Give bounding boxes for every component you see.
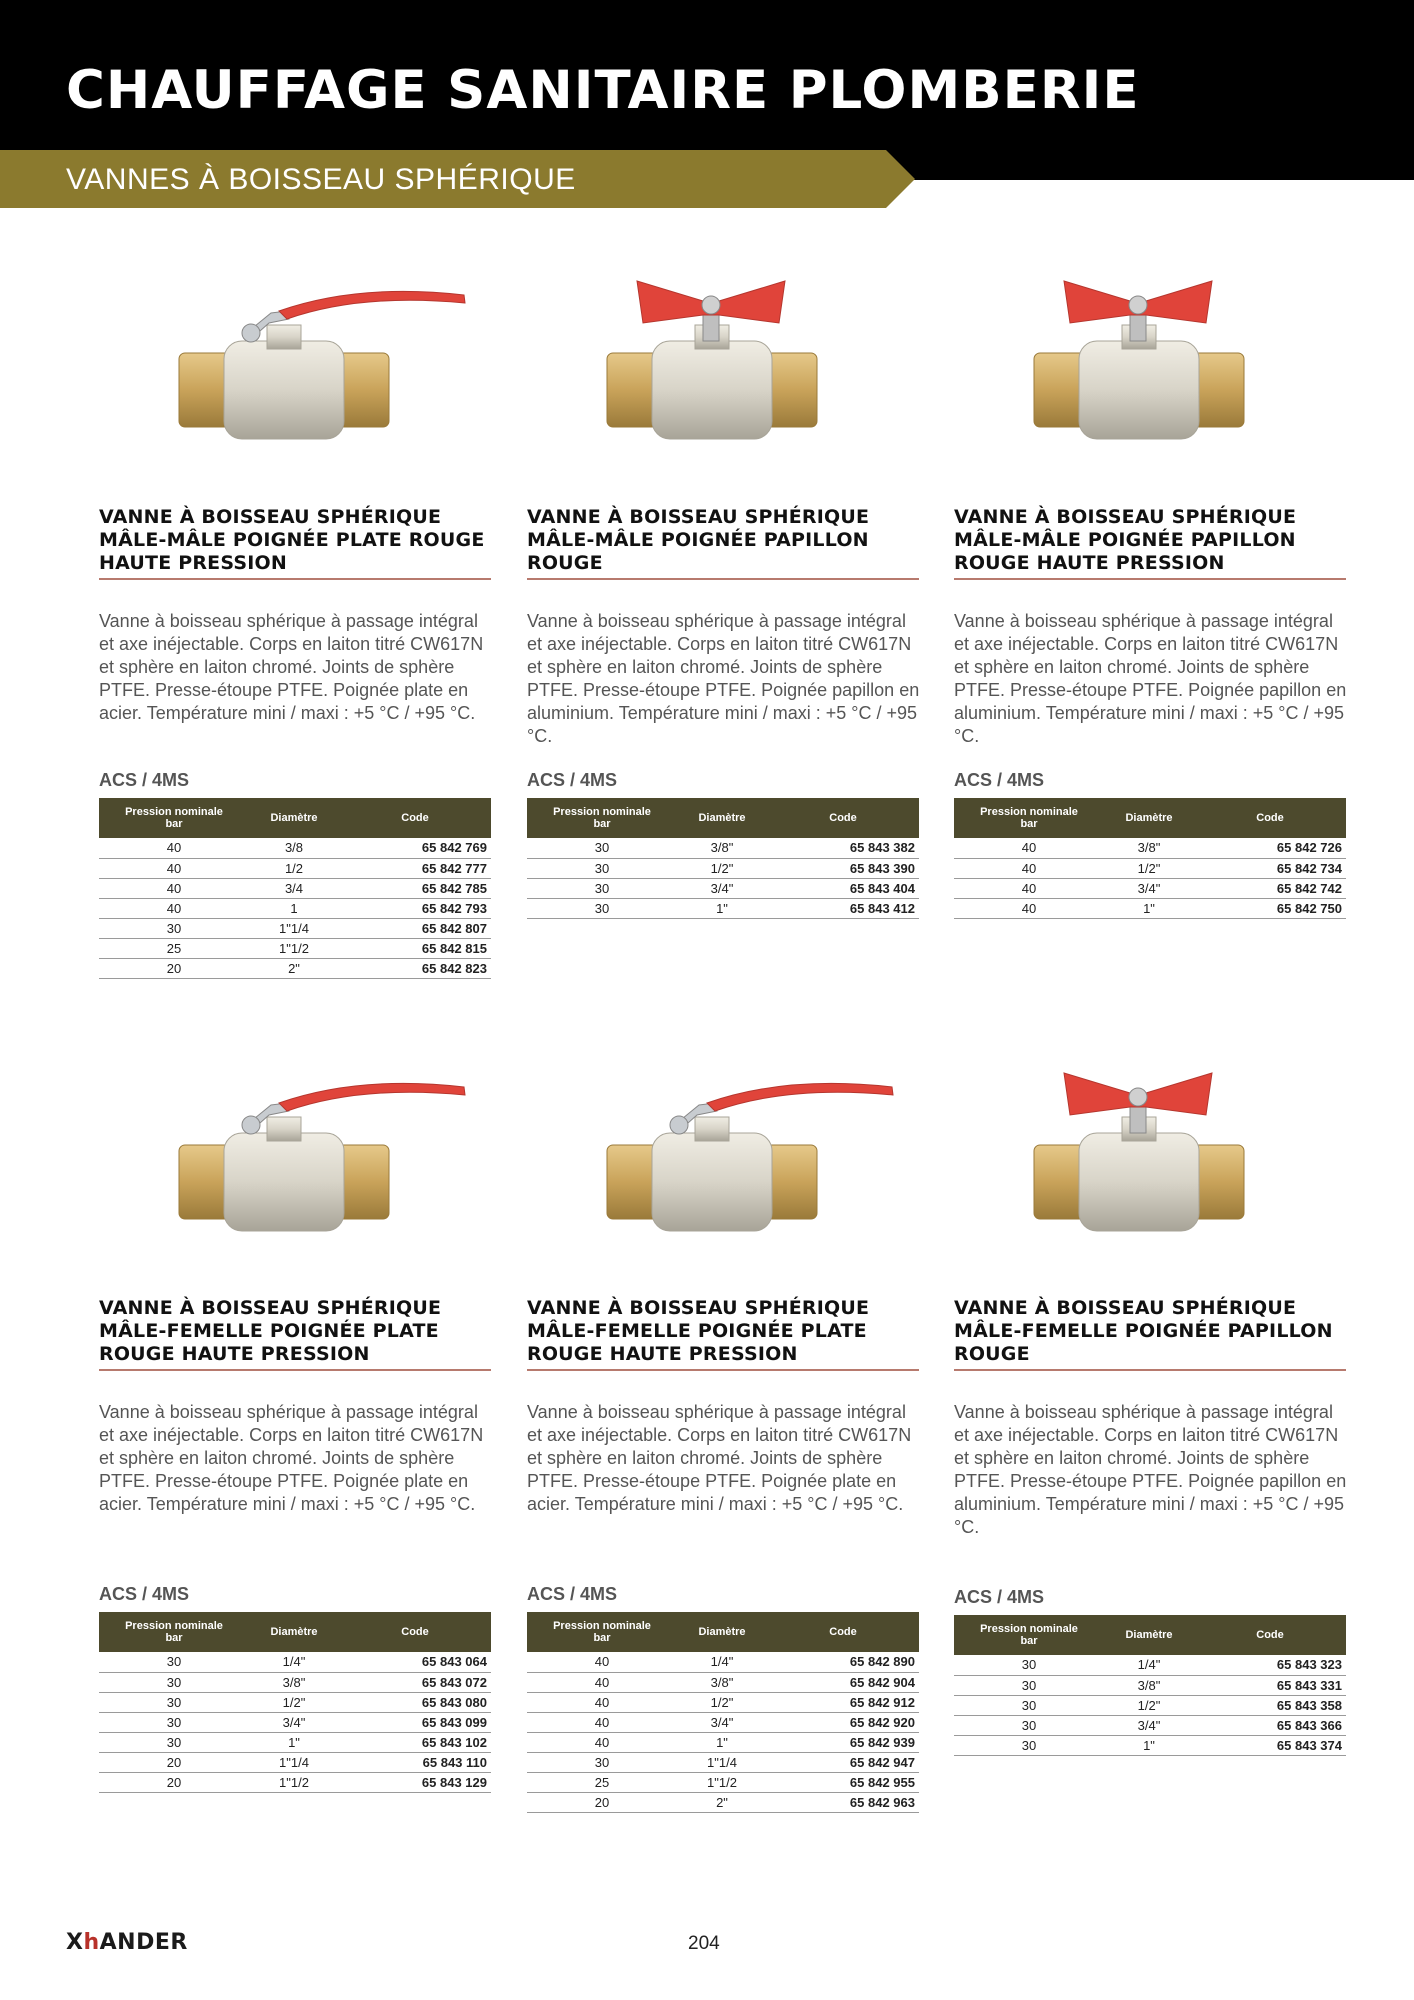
code-cell: 65 842 815 [339,938,491,958]
diameter-cell: 1" [677,1732,767,1752]
table-row [527,1792,919,1812]
table-row [527,898,919,918]
pressure-cell: 20 [99,958,249,978]
spec-table [954,798,1346,919]
product-description: Vanne à boisseau sphérique à passage intégral et axe inéjectable. Corps en laiton titré CW617N et sphère en laiton chromé. Joints de sphère PTFE. Presse-étoupe PTFE. Poignée papillon en aluminium. Température mini / maxi : +5 °C / +95 °C. [954,611,1347,746]
table-row [954,1735,1346,1755]
table-row [527,1732,919,1752]
diameter-cell: 3/4" [1104,878,1194,898]
logo-part: ANDER [99,1930,188,1955]
product-photo [954,253,1346,478]
product-description: Vanne à boisseau sphérique à passage intégral et axe inéjectable. Corps en laiton titré CW617N et sphère en laiton chromé. Joints de sphère PTFE. Presse-étoupe PTFE. Poignée papillon en aluminium. Température mini / maxi : +5 °C / +95 °C. [954,1402,1347,1537]
table-row [527,1752,919,1772]
table-row [99,898,491,918]
header-code: Code [339,798,491,838]
header-pressure: Pression nominale bar [99,1612,249,1652]
diameter-cell: 1" [1104,1735,1194,1755]
diameter-cell: 1"1/2 [249,938,339,958]
pressure-cell: 25 [99,938,249,958]
header-diameter: Diamètre [249,1612,339,1652]
product-series: ACS / 4MS [99,1584,190,1604]
header-pressure: Pression nominale bar [954,798,1104,838]
table-row [99,838,491,858]
pressure-cell: 40 [954,838,1104,858]
ball-valve-image [527,253,919,473]
pressure-cell: 40 [527,1732,677,1752]
table-row [954,878,1346,898]
table-row [527,878,919,898]
product-photo [954,1045,1346,1270]
table-row [99,1732,491,1752]
code-cell: 65 842 912 [767,1692,919,1712]
spec-table [527,798,919,919]
diameter-cell: 3/8" [677,1672,767,1692]
code-cell: 65 842 939 [767,1732,919,1752]
ball-valve-image [99,1045,491,1265]
diameter-cell: 1" [1104,898,1194,918]
product-photo [527,253,919,478]
code-cell: 65 842 785 [339,878,491,898]
product-description: Vanne à boisseau sphérique à passage intégral et axe inéjectable. Corps en laiton titré CW617N et sphère en laiton chromé. Joints de sphère PTFE. Presse-étoupe PTFE. Poignée papillon en aluminium. Température mini / maxi : +5 °C / +95 °C. [527,611,920,746]
code-cell: 65 843 412 [767,898,919,918]
table-row [99,858,491,878]
diameter-cell: 1"1/2 [677,1772,767,1792]
diameter-cell: 3/8" [677,838,767,858]
title-rule [99,1369,491,1371]
product-series: ACS / 4MS [954,770,1045,790]
product-photo [99,253,491,478]
code-cell: 65 843 358 [1194,1695,1346,1715]
diameter-cell: 1/4" [249,1652,339,1672]
header-diameter: Diamètre [1104,1615,1194,1655]
ball-valve-image [99,253,491,473]
diameter-cell: 1" [677,898,767,918]
product-name: VANNE À BOISSEAU SPHÉRIQUE MÂLE-FEMELLE POIGNÉE PLATE ROUGE HAUTE PRESSION [527,1297,870,1365]
ball-valve-image [527,1045,919,1265]
pressure-cell: 30 [99,1732,249,1752]
code-cell: 65 843 099 [339,1712,491,1732]
table-row [99,1672,491,1692]
diameter-cell: 2" [677,1792,767,1812]
diameter-cell: 1/2" [1104,1695,1194,1715]
pressure-cell: 30 [99,1692,249,1712]
diameter-cell: 1/2 [249,858,339,878]
product-name: VANNE À BOISSEAU SPHÉRIQUE MÂLE-MÂLE POIGNÉE PAPILLON ROUGE [527,506,870,574]
code-cell: 65 843 366 [1194,1715,1346,1735]
diameter-cell: 1/4" [677,1652,767,1672]
pressure-cell: 30 [527,878,677,898]
code-cell: 65 842 920 [767,1712,919,1732]
pressure-cell: 30 [527,858,677,878]
product-series: ACS / 4MS [954,1587,1045,1607]
title-rule [527,1369,919,1371]
pressure-cell: 30 [954,1675,1104,1695]
diameter-cell: 3/4" [1104,1715,1194,1735]
diameter-cell: 1/2" [1104,858,1194,878]
product-name: VANNE À BOISSEAU SPHÉRIQUE MÂLE-MÂLE POIGNÉE PAPILLON ROUGE HAUTE PRESSION [954,506,1297,574]
spec-table [99,798,491,979]
diameter-cell: 3/8" [1104,1675,1194,1695]
product-photo [99,1045,491,1270]
diameter-cell: 1/4" [1104,1655,1194,1675]
table-row [99,878,491,898]
diameter-cell: 2" [249,958,339,978]
product-series: ACS / 4MS [527,1584,618,1604]
diameter-cell: 3/8" [1104,838,1194,858]
header-diameter: Diamètre [249,798,339,838]
product-series: ACS / 4MS [99,770,190,790]
header-diameter: Diamètre [677,798,767,838]
table-row [527,1672,919,1692]
product-photo [527,1045,919,1270]
product-name: VANNE À BOISSEAU SPHÉRIQUE MÂLE-FEMELLE POIGNÉE PLATE ROUGE HAUTE PRESSION [99,1297,442,1365]
code-cell: 65 843 374 [1194,1735,1346,1755]
pressure-cell: 40 [99,838,249,858]
header-pressure: Pression nominale bar [527,1612,677,1652]
code-cell: 65 843 080 [339,1692,491,1712]
ball-valve-image [954,253,1346,473]
table-row [99,1772,491,1792]
diameter-cell: 1"1/4 [249,918,339,938]
pressure-cell: 40 [99,878,249,898]
code-cell: 65 842 777 [339,858,491,878]
code-cell: 65 842 742 [1194,878,1346,898]
page-title: CHAUFFAGE SANITAIRE PLOMBERIE [66,60,1140,121]
header-pressure: Pression nominale bar [527,798,677,838]
header-diameter: Diamètre [1104,798,1194,838]
pressure-cell: 25 [527,1772,677,1792]
header-code: Code [1194,798,1346,838]
pressure-cell: 30 [99,1672,249,1692]
pressure-cell: 30 [954,1715,1104,1735]
title-rule [954,578,1346,580]
product-name: VANNE À BOISSEAU SPHÉRIQUE MÂLE-MÂLE POIGNÉE PLATE ROUGE HAUTE PRESSION [99,506,485,574]
title-rule [954,1369,1346,1371]
diameter-cell: 3/4" [677,878,767,898]
table-row [99,918,491,938]
product-description: Vanne à boisseau sphérique à passage intégral et axe inéjectable. Corps en laiton titré CW617N et sphère en laiton chromé. Joints de sphère PTFE. Presse-étoupe PTFE. Poignée plate en acier. Température mini / maxi : +5 °C / +95 °C. [99,1402,484,1514]
pressure-cell: 30 [99,1652,249,1672]
table-row [527,858,919,878]
header-code: Code [767,1612,919,1652]
code-cell: 65 843 110 [339,1752,491,1772]
pressure-cell: 40 [527,1692,677,1712]
header-code: Code [339,1612,491,1652]
code-cell: 65 842 750 [1194,898,1346,918]
pressure-cell: 40 [954,878,1104,898]
code-cell: 65 842 793 [339,898,491,918]
pressure-cell: 30 [954,1655,1104,1675]
table-row [527,1692,919,1712]
pressure-cell: 30 [527,1752,677,1772]
header-pressure: Pression nominale bar [99,798,249,838]
logo-part: h [83,1930,100,1955]
diameter-cell: 3/8" [249,1672,339,1692]
pressure-cell: 40 [527,1712,677,1732]
spec-table [954,1615,1346,1756]
header-code: Code [767,798,919,838]
code-cell: 65 842 769 [339,838,491,858]
title-rule [527,578,919,580]
diameter-cell: 1" [249,1732,339,1752]
title-rule [99,578,491,580]
diameter-cell: 1"1/4 [677,1752,767,1772]
logo-part: X [66,1930,84,1955]
pressure-cell: 30 [99,1712,249,1732]
table-row [527,1712,919,1732]
table-row [954,1715,1346,1735]
code-cell: 65 842 947 [767,1752,919,1772]
pressure-cell: 30 [954,1695,1104,1715]
code-cell: 65 843 072 [339,1672,491,1692]
brand-logo [66,1930,188,1955]
table-row [527,838,919,858]
diameter-cell: 3/4" [677,1712,767,1732]
table-row [954,1695,1346,1715]
section-title: VANNES À BOISSEAU SPHÉRIQUE [66,163,576,196]
pressure-cell: 20 [527,1792,677,1812]
product-series: ACS / 4MS [527,770,618,790]
pressure-cell: 30 [99,918,249,938]
pressure-cell: 40 [954,858,1104,878]
pressure-cell: 30 [527,838,677,858]
pressure-cell: 30 [527,898,677,918]
pressure-cell: 40 [99,858,249,878]
table-row [954,1675,1346,1695]
code-cell: 65 842 807 [339,918,491,938]
code-cell: 65 842 963 [767,1792,919,1812]
code-cell: 65 843 102 [339,1732,491,1752]
pressure-cell: 20 [99,1752,249,1772]
diameter-cell: 1"1/2 [249,1772,339,1792]
pressure-cell: 40 [527,1672,677,1692]
code-cell: 65 842 823 [339,958,491,978]
code-cell: 65 843 323 [1194,1655,1346,1675]
table-row [99,1752,491,1772]
spec-table [99,1612,491,1793]
diameter-cell: 1"1/4 [249,1752,339,1772]
page-number: 204 [688,1933,720,1954]
header-diameter: Diamètre [677,1612,767,1652]
diameter-cell: 1 [249,898,339,918]
diameter-cell: 3/4 [249,878,339,898]
diameter-cell: 1/2" [249,1692,339,1712]
spec-table [527,1612,919,1813]
code-cell: 65 843 331 [1194,1675,1346,1695]
table-row [954,1655,1346,1675]
diameter-cell: 3/4" [249,1712,339,1732]
code-cell: 65 842 904 [767,1672,919,1692]
pressure-cell: 30 [954,1735,1104,1755]
code-cell: 65 843 382 [767,838,919,858]
table-row [99,938,491,958]
table-row [954,898,1346,918]
diameter-cell: 3/8 [249,838,339,858]
product-description: Vanne à boisseau sphérique à passage intégral et axe inéjectable. Corps en laiton titré CW617N et sphère en laiton chromé. Joints de sphère PTFE. Presse-étoupe PTFE. Poignée plate en acier. Température mini / maxi : +5 °C / +95 °C. [99,611,484,723]
code-cell: 65 843 390 [767,858,919,878]
code-cell: 65 843 404 [767,878,919,898]
header-pressure: Pression nominale bar [954,1615,1104,1655]
pressure-cell: 40 [954,898,1104,918]
diameter-cell: 1/2" [677,858,767,878]
code-cell: 65 843 129 [339,1772,491,1792]
code-cell: 65 843 064 [339,1652,491,1672]
table-row [99,958,491,978]
table-row [954,838,1346,858]
table-row [99,1652,491,1672]
pressure-cell: 40 [99,898,249,918]
product-name: VANNE À BOISSEAU SPHÉRIQUE MÂLE-FEMELLE POIGNÉE PAPILLON ROUGE [954,1297,1333,1365]
table-row [527,1652,919,1672]
product-description: Vanne à boisseau sphérique à passage intégral et axe inéjectable. Corps en laiton titré CW617N et sphère en laiton chromé. Joints de sphère PTFE. Presse-étoupe PTFE. Poignée plate en acier. Température mini / maxi : +5 °C / +95 °C. [527,1402,912,1514]
code-cell: 65 842 890 [767,1652,919,1672]
pressure-cell: 20 [99,1772,249,1792]
header-code: Code [1194,1615,1346,1655]
code-cell: 65 842 726 [1194,838,1346,858]
ball-valve-image [954,1045,1346,1265]
table-row [99,1692,491,1712]
table-row [954,858,1346,878]
code-cell: 65 842 734 [1194,858,1346,878]
pressure-cell: 40 [527,1652,677,1672]
table-row [99,1712,491,1732]
table-row [527,1772,919,1792]
code-cell: 65 842 955 [767,1772,919,1792]
diameter-cell: 1/2" [677,1692,767,1712]
